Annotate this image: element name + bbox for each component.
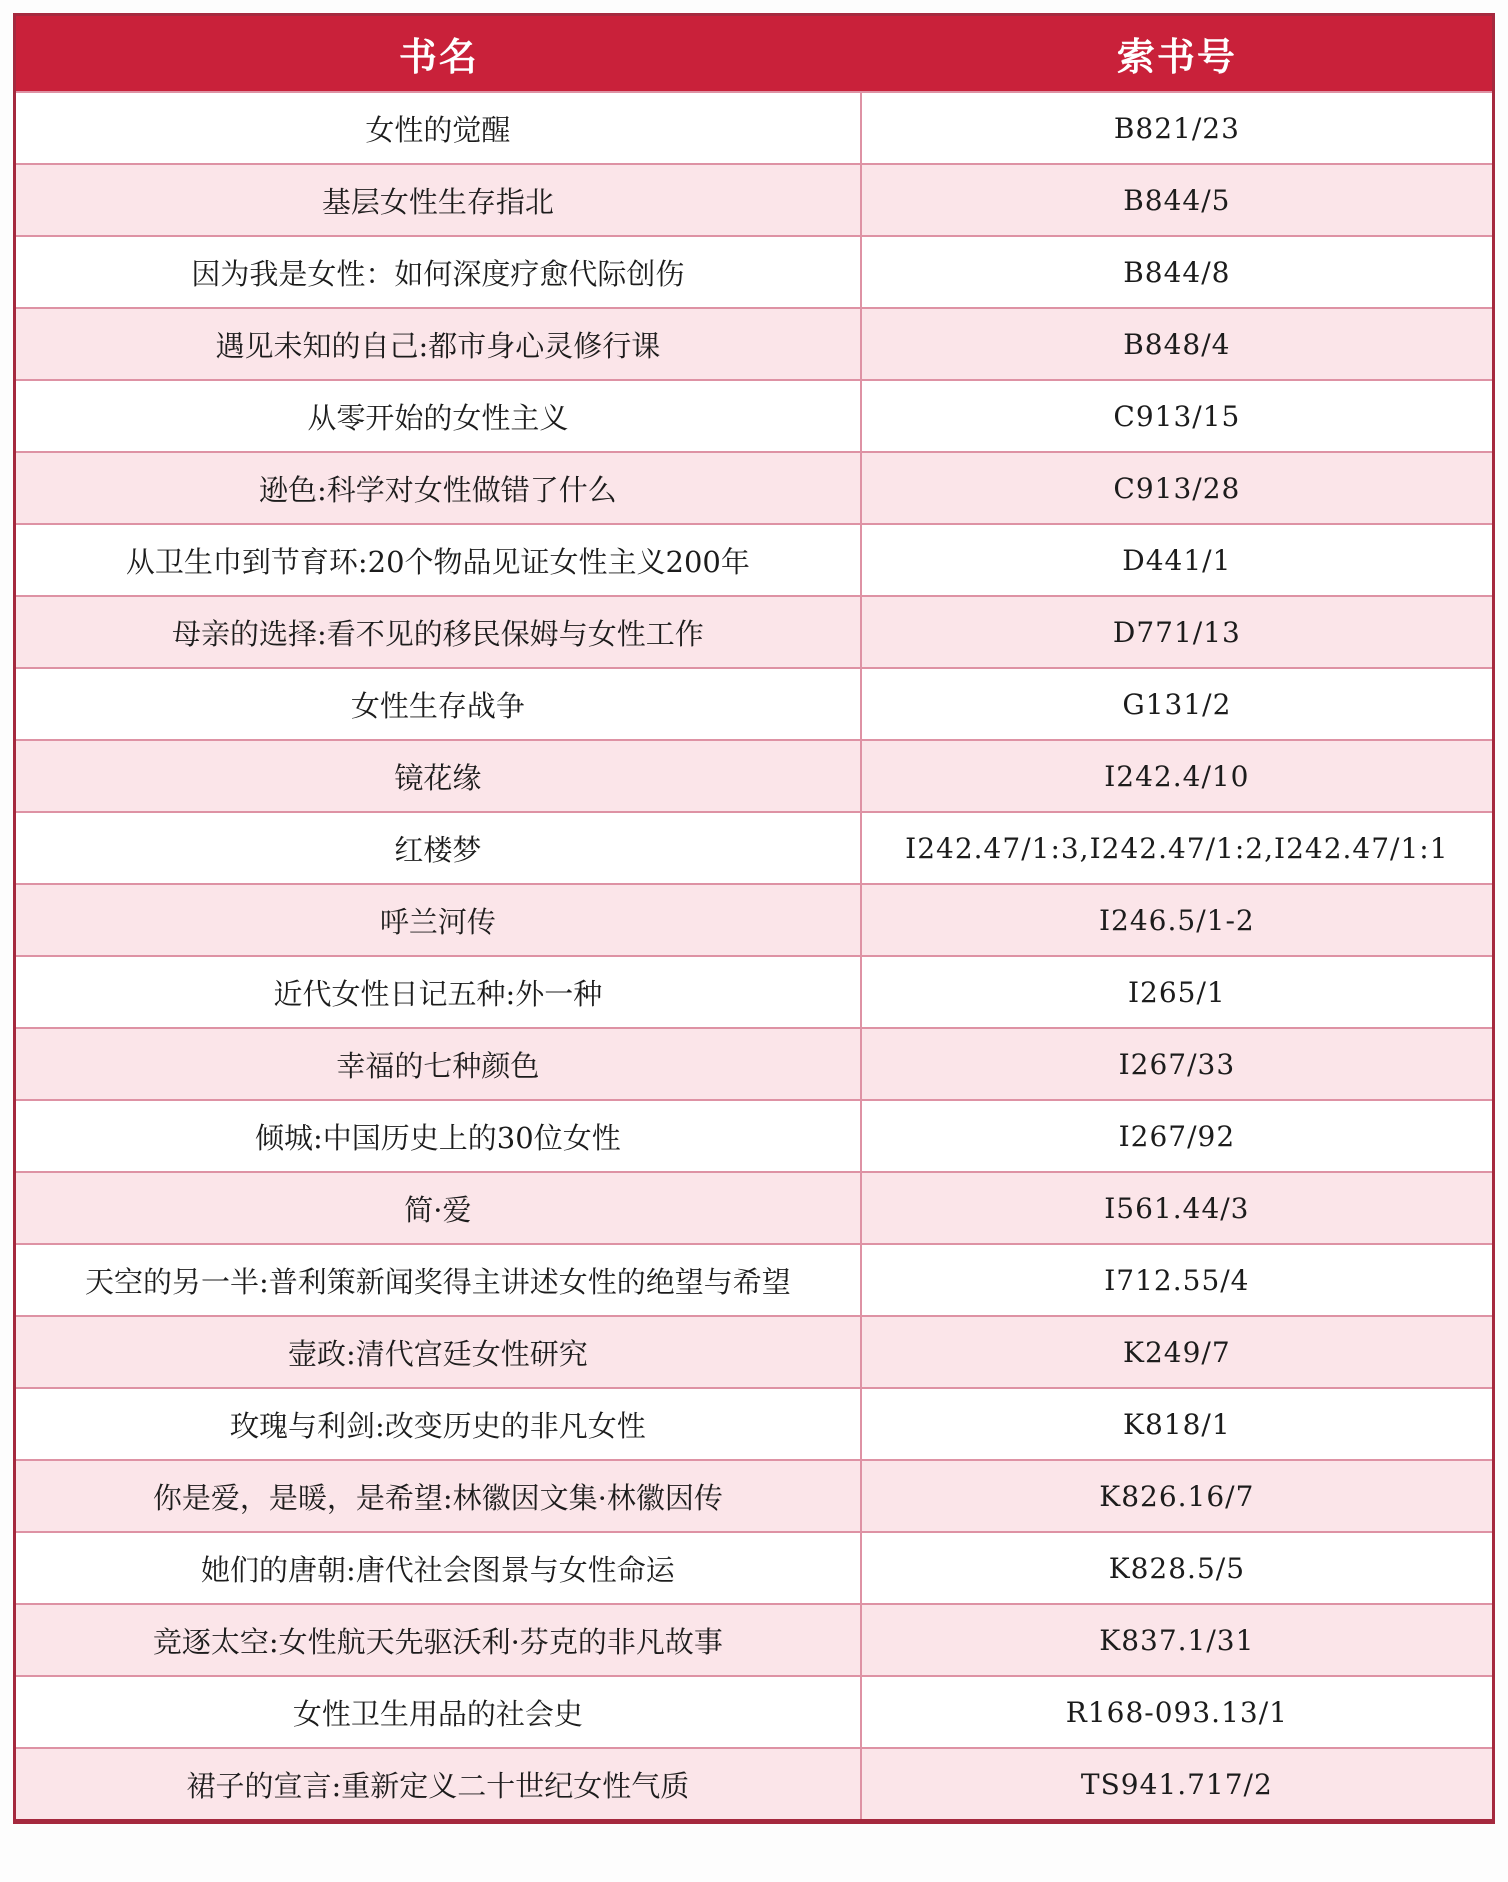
table-row xyxy=(16,1675,1492,1747)
call-number-cell: I265/1 xyxy=(1127,975,1226,1009)
book-title-cell: 女性生存战争 xyxy=(16,669,862,739)
table-row xyxy=(16,1315,1492,1387)
table-row xyxy=(16,955,1492,1027)
table-header-row xyxy=(16,16,1492,91)
table-row xyxy=(16,235,1492,307)
call-number-cell: D441/1 xyxy=(1122,543,1232,577)
call-number-cell: G131/2 xyxy=(1122,687,1232,721)
table-row xyxy=(16,451,1492,523)
table-row xyxy=(16,1243,1492,1315)
table-row xyxy=(16,91,1492,163)
call-number-cell: B844/8 xyxy=(1123,255,1231,289)
table-row xyxy=(16,1027,1492,1099)
table-row xyxy=(16,667,1492,739)
table-row xyxy=(16,811,1492,883)
book-title-cell: 镜花缘 xyxy=(16,741,862,811)
book-list-table xyxy=(13,13,1495,1824)
book-title-cell: 天空的另一半:普利策新闻奖得主讲述女性的绝望与希望 xyxy=(16,1245,862,1315)
table-row xyxy=(16,883,1492,955)
book-title-cell: 遇见未知的自己:都市身心灵修行课 xyxy=(16,309,862,379)
book-title-cell: 玫瑰与利剑:改变历史的非凡女性 xyxy=(16,1389,862,1459)
book-title-cell: 从零开始的女性主义 xyxy=(16,381,862,451)
book-title-cell: 从卫生巾到节育环:20个物品见证女性主义200年 xyxy=(16,525,862,595)
table-row xyxy=(16,307,1492,379)
call-number-cell: K828.5/5 xyxy=(1108,1551,1246,1585)
book-title-cell: 母亲的选择:看不见的移民保姆与女性工作 xyxy=(16,597,862,667)
book-title-cell: 因为我是女性：如何深度疗愈代际创伤 xyxy=(16,237,862,307)
table-row xyxy=(16,595,1492,667)
call-number-cell: B844/5 xyxy=(1123,183,1231,217)
call-number-cell: C913/28 xyxy=(1113,471,1241,505)
call-number-cell: I561.44/3 xyxy=(1104,1191,1250,1225)
call-number-cell: R168-093.13/1 xyxy=(1065,1695,1288,1729)
book-title-cell: 她们的唐朝:唐代社会图景与女性命运 xyxy=(16,1533,862,1603)
book-title-cell: 竞逐太空:女性航天先驱沃利·芬克的非凡故事 xyxy=(16,1605,862,1675)
call-number-cell: I267/92 xyxy=(1118,1119,1236,1153)
call-number-cell: K837.1/31 xyxy=(1099,1623,1255,1657)
table-row xyxy=(16,1387,1492,1459)
call-number-cell: D771/13 xyxy=(1112,615,1241,649)
call-number-cell: K826.16/7 xyxy=(1099,1479,1255,1513)
column-header-call-number: 索书号 xyxy=(1116,34,1237,79)
book-title-cell: 近代女性日记五种:外一种 xyxy=(16,957,862,1027)
call-number-cell: B848/4 xyxy=(1123,327,1231,361)
table-row xyxy=(16,739,1492,811)
column-header-book-title: 书名 xyxy=(398,34,479,79)
table-row xyxy=(16,1459,1492,1531)
book-title-cell: 女性卫生用品的社会史 xyxy=(16,1677,862,1747)
book-title-cell: 裙子的宣言:重新定义二十世纪女性气质 xyxy=(16,1749,862,1819)
book-title-cell: 壸政:清代宫廷女性研究 xyxy=(16,1317,862,1387)
book-title-cell: 你是爱，是暖，是希望:林徽因文集·林徽因传 xyxy=(16,1461,862,1531)
call-number-cell: C913/15 xyxy=(1113,399,1241,433)
call-number-cell: I242.4/10 xyxy=(1104,759,1250,793)
book-title-cell: 幸福的七种颜色 xyxy=(16,1029,862,1099)
book-title-cell: 简·爱 xyxy=(16,1173,862,1243)
table-row xyxy=(16,523,1492,595)
table-row xyxy=(16,1747,1492,1819)
table-row xyxy=(16,163,1492,235)
call-number-cell: K249/7 xyxy=(1123,1335,1231,1369)
call-number-cell: I712.55/4 xyxy=(1104,1263,1250,1297)
call-number-cell: K818/1 xyxy=(1123,1407,1231,1441)
book-title-cell: 基层女性生存指北 xyxy=(16,165,862,235)
book-title-cell: 红楼梦 xyxy=(16,813,862,883)
table-row xyxy=(16,379,1492,451)
table-row xyxy=(16,1531,1492,1603)
call-number-cell: I242.47/1:3,I242.47/1:2,I242.47/1:1 xyxy=(905,831,1449,865)
book-title-cell: 倾城:中国历史上的30位女性 xyxy=(16,1101,862,1171)
table-row xyxy=(16,1099,1492,1171)
call-number-cell: TS941.717/2 xyxy=(1080,1767,1273,1801)
book-title-cell: 女性的觉醒 xyxy=(16,93,862,163)
book-title-cell: 呼兰河传 xyxy=(16,885,862,955)
table-row xyxy=(16,1171,1492,1243)
table-row xyxy=(16,1603,1492,1675)
book-title-cell: 逊色:科学对女性做错了什么 xyxy=(16,453,862,523)
call-number-cell: I246.5/1-2 xyxy=(1098,903,1255,937)
table-body xyxy=(16,91,1492,1819)
call-number-cell: I267/33 xyxy=(1118,1047,1236,1081)
call-number-cell: B821/23 xyxy=(1113,111,1240,145)
